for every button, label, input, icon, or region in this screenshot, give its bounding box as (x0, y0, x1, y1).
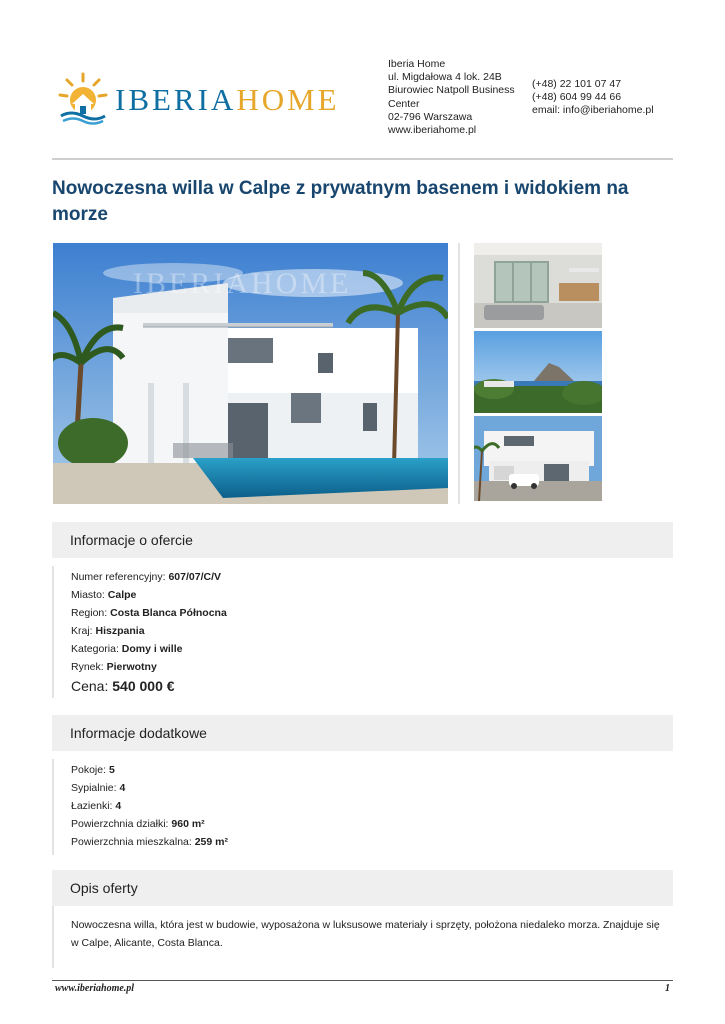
offer-price (71, 678, 175, 694)
section-body-offer (52, 566, 675, 698)
photo-watermark: IBERIAHOME (133, 267, 352, 300)
offer-row-country (71, 625, 145, 637)
offer-row-market (71, 661, 157, 673)
row-value: 607/07/C/V (168, 571, 221, 583)
row-value: Costa Blanca Północna (110, 607, 227, 619)
header-divider (52, 158, 673, 160)
row-value: Domy i wille (121, 643, 183, 655)
offer-row-city (71, 589, 136, 601)
offer-row-category (71, 643, 182, 655)
section-body-additional (52, 759, 675, 855)
phone-1[interactable]: (+48) 22 101 07 47 (532, 78, 622, 90)
row-value: Pierwotny (106, 661, 157, 673)
company-contact (532, 78, 654, 118)
address-line: 02-796 Warszawa (388, 110, 473, 123)
row-label: Pokoje: (71, 764, 109, 776)
row-value: 4 (119, 782, 126, 794)
thumbnail-sea-view[interactable] (474, 331, 602, 413)
address-line: ul. Migdałowa 4 lok. 24B (388, 71, 502, 84)
row-value: 960 m² (171, 818, 205, 830)
row-value: 5 (108, 764, 115, 776)
main-photo-villa-exterior[interactable] (53, 243, 448, 504)
row-value: 259 m² (194, 836, 228, 848)
gallery-divider (458, 243, 460, 504)
iberiahome-logo[interactable] (55, 68, 355, 128)
description-text: Nowoczesna willa, która jest w budowie, wyposażona w luksusowe materiały i sprzęty, położona niedaleko morza. Znajduje się w Calpe, Alicante, Costa Blanca. (71, 919, 660, 949)
section-title-additional: Informacje dodatkowe (70, 725, 207, 741)
row-label: Kategoria: (71, 643, 122, 655)
logo-text-accent: HOME (236, 82, 340, 117)
row-value: Hiszpania (95, 625, 145, 637)
row-label: Rynek: (71, 661, 107, 673)
row-label: Kraj: (71, 625, 96, 637)
row-label: Miasto: (71, 589, 108, 601)
additional-row-living-area (71, 836, 228, 848)
phone-2[interactable]: (+48) 604 99 44 66 (532, 91, 622, 104)
additional-row-bathrooms (71, 800, 121, 812)
row-value: Calpe (107, 589, 137, 601)
section-header-additional (52, 715, 673, 751)
logo-text-main: IBERIA (115, 82, 237, 117)
row-label: Łazienki: (71, 800, 116, 812)
price-value: 540 000 € (112, 678, 175, 694)
section-header-offer (52, 522, 673, 558)
additional-row-bedrooms (71, 782, 125, 794)
footer-divider (52, 980, 673, 981)
additional-row-plot-area (71, 818, 205, 830)
address-line: Iberia Home (388, 58, 446, 70)
price-label: Cena: (71, 678, 113, 694)
row-value: 4 (115, 800, 122, 812)
section-title-offer: Informacje o ofercie (70, 532, 193, 548)
offer-row-reference (71, 571, 221, 583)
thumbnail-villa-front[interactable] (474, 416, 602, 501)
row-label: Region: (71, 607, 111, 619)
listing-title: Nowoczesna willa w Calpe z prywatnym basenem i widokiem na morze (52, 178, 629, 225)
offer-row-region (71, 607, 227, 619)
row-label: Powierzchnia mieszkalna: (71, 836, 195, 848)
row-label: Sypialnie: (71, 782, 120, 794)
website-link[interactable]: www.iberiahome.pl (388, 124, 477, 137)
email-link[interactable]: email: info@iberiahome.pl (532, 104, 654, 117)
thumbnail-interior[interactable] (474, 243, 602, 328)
footer-url[interactable]: www.iberiahome.pl (55, 983, 135, 994)
section-title-description: Opis oferty (70, 880, 138, 896)
company-address (388, 58, 528, 137)
row-label: Numer referencyjny: (71, 571, 169, 583)
logo-wordmark (115, 82, 340, 118)
row-label: Powierzchnia działki: (71, 818, 172, 830)
section-header-description (52, 870, 673, 906)
section-body-description (52, 906, 675, 968)
sun-house-icon (55, 70, 111, 126)
address-line: Biurowiec Natpoll Business Center (388, 84, 515, 110)
page-number: 1 (665, 983, 670, 994)
additional-row-rooms (71, 764, 115, 776)
